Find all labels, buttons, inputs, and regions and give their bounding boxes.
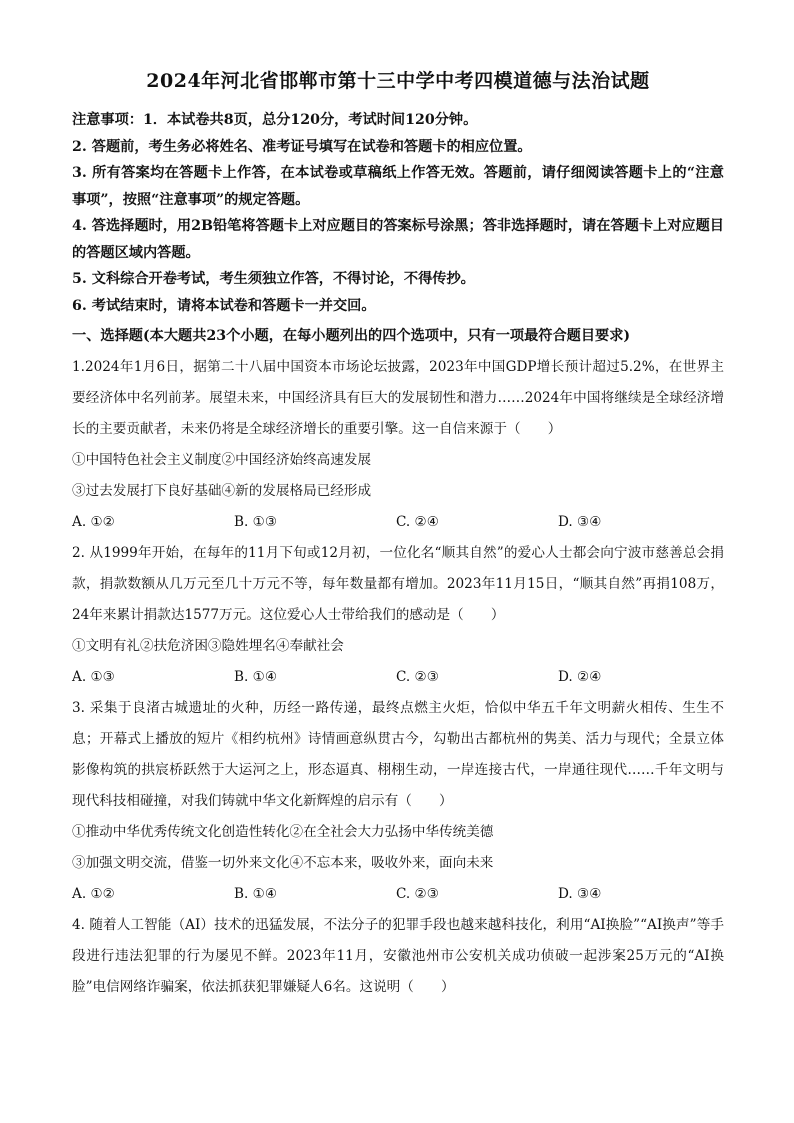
exam-page	[72, 66, 724, 1003]
options-row	[72, 507, 724, 538]
option-a[interactable]: A. ①③	[72, 669, 115, 685]
option-c[interactable]: C. ②③	[396, 669, 439, 685]
section-heading: 一、选择题(本大题共23个小题，在每小题列出的四个选项中，只有一项最符合题目要求)	[72, 328, 631, 344]
option-d[interactable]: D. ③④	[558, 514, 602, 530]
question-3	[72, 693, 724, 910]
question-stem: 2. 从1999年开始，在每年的11月下旬或12月初，一位化名“顺其自然”的爱心人士都会向宁波市慈善总会捐款，捐款数额从几万元至几十万元不等，每年数量都有增加。2023年11月15日，“顺其自然”再捐108万，24年来累计捐款达1577万元。这位爱心人士带给我们的感动是（ ）	[72, 545, 724, 623]
question-stem: 3. 采集于良渚古城遗址的火种，历经一路传递，最终点燃主火炬，恰似中华五千年文明薪火相传、生生不息；开幕式上播放的短片《相约杭州》诗情画意纵贯古今，勾勒出古都杭州的隽美、活力与现代；全景立体影像构筑的拱宸桥跃然于大运河之上，形态逼真、栩栩生动，一岸连接古代，一岸通往现代……千年文明与现代科技相碰撞，对我们铸就中华文化新辉煌的启示有（ ）	[72, 700, 724, 809]
question-1	[72, 352, 724, 538]
page-title: 2024年河北省邯郸市第十三中学中考四模道德与法治试题	[146, 70, 650, 92]
notice-line: 2. 答题前，考生务必将姓名、准考证号填写在试卷和答题卡的相应位置。	[72, 138, 532, 155]
notice-line: 5. 文科综合开卷考试，考生须独立作答，不得讨论，不得传抄。	[72, 271, 475, 287]
options-row	[72, 879, 724, 910]
options-row	[72, 662, 724, 693]
statement-line: ①文明有礼②扶危济困③隐姓埋名④奉献社会	[72, 638, 344, 654]
statement-line: ①中国特色社会主义制度②中国经济始终高速发展	[72, 452, 372, 468]
notice-line: 注意事项：1．本试卷共8页，总分120分，考试时间120分钟。	[72, 112, 478, 128]
notice-line: 6. 考试结束时，请将本试卷和答题卡一并交回。	[72, 297, 376, 314]
question-4	[72, 910, 724, 1003]
question-stem: 4. 随着人工智能（AI）技术的迅猛发展，不法分子的犯罪手段也越来越科技化，利用“AI换脸”“AI换声”等手段进行违法犯罪的行为屡见不鲜。2023年11月，安徽池州市公安机关成功侦破一起涉案25万元的“AI换脸”电信网络诈骗案，依法抓获犯罪嫌疑人6名。这说明（ ）	[72, 917, 724, 995]
option-d[interactable]: D. ③④	[558, 886, 602, 902]
question-stem: 1.2024年1月6日，据第二十八届中国资本市场论坛披露，2023年中国GDP增长预计超过5.2%，在世界主要经济体中名列前茅。展望未来，中国经济具有巨大的发展韧性和潜力……2024年中国将继续是全球经济增长的主要贡献者，未来仍将是全球经济增长的重要引擎。这一自信来源于（ ）	[72, 359, 724, 437]
option-c[interactable]: C. ②④	[396, 514, 439, 530]
statement-line: ③过去发展打下良好基础④新的发展格局已经形成	[72, 483, 372, 499]
option-a[interactable]: A. ①②	[72, 514, 115, 530]
option-b[interactable]: B. ①④	[234, 886, 278, 902]
option-a[interactable]: A. ①②	[72, 886, 115, 902]
option-d[interactable]: D. ②④	[558, 669, 602, 685]
option-b[interactable]: B. ①③	[234, 514, 278, 530]
notice-block	[72, 107, 724, 319]
notice-line: 4. 答选择题时，用2B铅笔将答题卡上对应题目的答案标号涂黑；答非选择题时，请在答题卡上对应题目的答题区域内答题。	[72, 218, 724, 261]
question-2	[72, 538, 724, 693]
option-b[interactable]: B. ①④	[234, 669, 278, 685]
notice-line: 3. 所有答案均在答题卡上作答，在本试卷或草稿纸上作答无效。答题前，请仔细阅读答题卡上的“注意事项”，按照“注意事项”的规定答题。	[72, 165, 724, 208]
option-c[interactable]: C. ②③	[396, 886, 439, 902]
statement-line: ③加强文明交流，借鉴一切外来文化④不忘本来，吸收外来，面向未来	[72, 855, 494, 871]
statement-line: ①推动中华优秀传统文化创造性转化②在全社会大力弘扬中华传统美德	[72, 824, 494, 840]
